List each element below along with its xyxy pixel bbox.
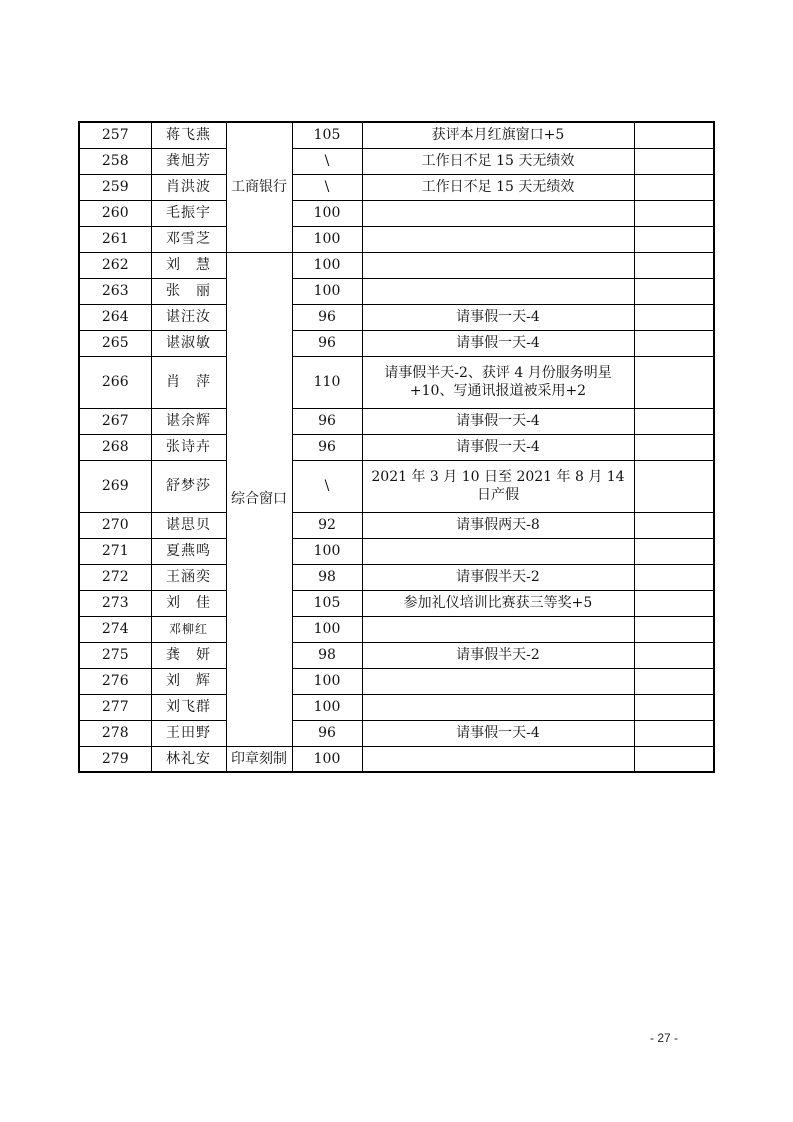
blank-cell	[634, 252, 714, 278]
person-name: 张诗卉	[151, 434, 226, 460]
score-cell: 92	[292, 512, 362, 538]
row-number: 278	[79, 720, 151, 746]
row-number: 271	[79, 538, 151, 564]
row-number: 270	[79, 512, 151, 538]
table-row	[79, 668, 714, 694]
score-table	[78, 121, 715, 773]
table-row	[79, 174, 714, 200]
blank-cell	[634, 720, 714, 746]
person-name: 刘飞群	[151, 694, 226, 720]
person-name: 张 丽	[151, 278, 226, 304]
blank-cell	[634, 616, 714, 642]
table-row	[79, 590, 714, 616]
blank-cell	[634, 668, 714, 694]
blank-cell	[634, 304, 714, 330]
note-cell	[362, 278, 634, 304]
table-row	[79, 642, 714, 668]
blank-cell	[634, 460, 714, 512]
table-row	[79, 356, 714, 408]
blank-cell	[634, 330, 714, 356]
note-cell: 参加礼仪培训比赛获三等奖+5	[362, 590, 634, 616]
blank-cell	[634, 148, 714, 174]
person-name: 刘 慧	[151, 252, 226, 278]
score-cell: 100	[292, 668, 362, 694]
table-row	[79, 226, 714, 252]
blank-cell	[634, 538, 714, 564]
score-cell: 96	[292, 720, 362, 746]
table-row	[79, 746, 714, 772]
person-name: 邓柳红	[151, 616, 226, 642]
person-name: 谌淑敏	[151, 330, 226, 356]
row-number: 279	[79, 746, 151, 772]
blank-cell	[634, 590, 714, 616]
blank-cell	[634, 746, 714, 772]
score-cell: 100	[292, 746, 362, 772]
table-row	[79, 694, 714, 720]
person-name: 谌汪汝	[151, 304, 226, 330]
person-name: 肖洪波	[151, 174, 226, 200]
score-cell: 96	[292, 330, 362, 356]
note-cell	[362, 616, 634, 642]
table-row	[79, 564, 714, 590]
blank-cell	[634, 564, 714, 590]
row-number: 276	[79, 668, 151, 694]
blank-cell	[634, 434, 714, 460]
table-row	[79, 304, 714, 330]
score-cell: \	[292, 148, 362, 174]
row-number: 272	[79, 564, 151, 590]
row-number: 266	[79, 356, 151, 408]
row-number: 260	[79, 200, 151, 226]
note-cell: 请事假半天-2	[362, 564, 634, 590]
score-cell: 105	[292, 590, 362, 616]
note-cell: 工作日不足 15 天无绩效	[362, 148, 634, 174]
row-number: 269	[79, 460, 151, 512]
blank-cell	[634, 122, 714, 148]
score-cell: 100	[292, 616, 362, 642]
person-name: 夏燕鸣	[151, 538, 226, 564]
note-cell	[362, 668, 634, 694]
person-name: 蒋飞燕	[151, 122, 226, 148]
score-cell: 110	[292, 356, 362, 408]
score-cell: \	[292, 174, 362, 200]
person-name: 龚旭芳	[151, 148, 226, 174]
score-cell: 98	[292, 564, 362, 590]
table-row	[79, 200, 714, 226]
note-cell	[362, 252, 634, 278]
table-row	[79, 460, 714, 512]
note-cell	[362, 746, 634, 772]
person-name: 刘 辉	[151, 668, 226, 694]
person-name: 肖 萍	[151, 356, 226, 408]
person-name: 王田野	[151, 720, 226, 746]
note-cell: 请事假半天-2、获评 4 月份服务明星+10、写通讯报道被采用+2	[362, 356, 634, 408]
table-row	[79, 434, 714, 460]
score-cell: 105	[292, 122, 362, 148]
blank-cell	[634, 408, 714, 434]
blank-cell	[634, 356, 714, 408]
note-cell: 工作日不足 15 天无绩效	[362, 174, 634, 200]
note-cell: 请事假一天-4	[362, 434, 634, 460]
note-cell: 请事假半天-2	[362, 642, 634, 668]
table-row	[79, 330, 714, 356]
note-cell: 2021 年 3 月 10 日至 2021 年 8 月 14 日产假	[362, 460, 634, 512]
score-cell: 96	[292, 434, 362, 460]
row-number: 265	[79, 330, 151, 356]
blank-cell	[634, 174, 714, 200]
person-name: 刘 佳	[151, 590, 226, 616]
person-name: 王涵奕	[151, 564, 226, 590]
score-cell: 100	[292, 226, 362, 252]
page-number: - 27 -	[650, 1031, 679, 1045]
group-cell: 综合窗口	[226, 252, 292, 746]
blank-cell	[634, 200, 714, 226]
row-number: 264	[79, 304, 151, 330]
blank-cell	[634, 642, 714, 668]
note-cell: 请事假一天-4	[362, 720, 634, 746]
note-cell: 获评本月红旗窗口+5	[362, 122, 634, 148]
score-cell: 100	[292, 278, 362, 304]
table-row	[79, 538, 714, 564]
score-cell: 98	[292, 642, 362, 668]
table-row	[79, 122, 714, 148]
row-number: 274	[79, 616, 151, 642]
person-name: 邓雪芝	[151, 226, 226, 252]
row-number: 257	[79, 122, 151, 148]
person-name: 谌余辉	[151, 408, 226, 434]
note-cell: 请事假两天-8	[362, 512, 634, 538]
table-row	[79, 720, 714, 746]
person-name: 林礼安	[151, 746, 226, 772]
row-number: 273	[79, 590, 151, 616]
table-row	[79, 148, 714, 174]
score-cell: 96	[292, 408, 362, 434]
score-cell: 100	[292, 694, 362, 720]
table-row	[79, 616, 714, 642]
score-cell: \	[292, 460, 362, 512]
blank-cell	[634, 512, 714, 538]
person-name: 龚 妍	[151, 642, 226, 668]
table-row	[79, 512, 714, 538]
row-number: 267	[79, 408, 151, 434]
row-number: 262	[79, 252, 151, 278]
note-cell	[362, 694, 634, 720]
score-cell: 96	[292, 304, 362, 330]
score-cell: 100	[292, 200, 362, 226]
blank-cell	[634, 694, 714, 720]
note-cell	[362, 538, 634, 564]
group-cell: 印章刻制	[226, 746, 292, 772]
row-number: 275	[79, 642, 151, 668]
table-row	[79, 252, 714, 278]
note-cell: 请事假一天-4	[362, 304, 634, 330]
table-row	[79, 408, 714, 434]
blank-cell	[634, 278, 714, 304]
person-name: 谌思贝	[151, 512, 226, 538]
row-number: 258	[79, 148, 151, 174]
person-name: 舒梦莎	[151, 460, 226, 512]
note-cell	[362, 226, 634, 252]
row-number: 259	[79, 174, 151, 200]
score-cell: 100	[292, 252, 362, 278]
note-cell: 请事假一天-4	[362, 408, 634, 434]
score-cell: 100	[292, 538, 362, 564]
table-row	[79, 278, 714, 304]
blank-cell	[634, 226, 714, 252]
person-name: 毛振宇	[151, 200, 226, 226]
row-number: 261	[79, 226, 151, 252]
note-cell	[362, 200, 634, 226]
row-number: 263	[79, 278, 151, 304]
group-cell: 工商银行	[226, 122, 292, 252]
row-number: 268	[79, 434, 151, 460]
note-cell: 请事假一天-4	[362, 330, 634, 356]
row-number: 277	[79, 694, 151, 720]
